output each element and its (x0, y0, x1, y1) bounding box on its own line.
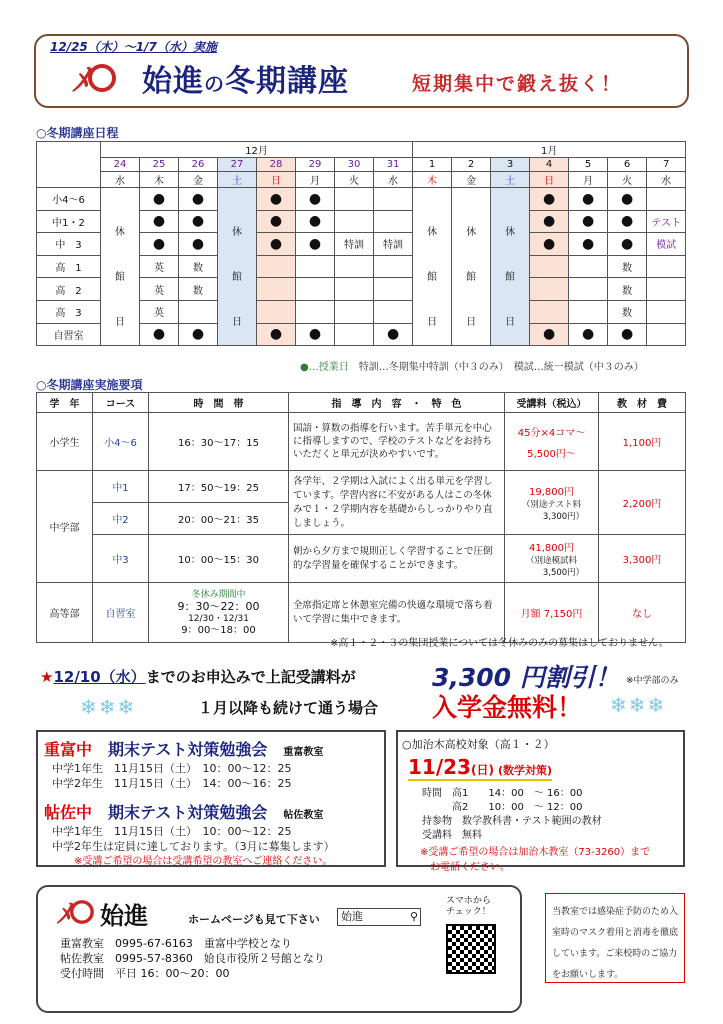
weekday: 木 (413, 172, 452, 188)
discount-scope: ※中学部のみ (626, 676, 679, 686)
details-heading: ○冬期講座実施要項 (36, 378, 143, 392)
row-label: 中 3 (37, 233, 101, 256)
schedule-cell: ● (569, 323, 608, 346)
schedule-cell (374, 300, 413, 323)
schedule-cell (530, 300, 569, 323)
schedule-cell (647, 188, 686, 211)
schedule-cell: ● (179, 233, 218, 256)
svg-text:ﾒ: ﾒ (72, 61, 89, 98)
qr-label: スマホから チェック！ (446, 896, 491, 917)
details-header-row: 学 年 コース 時 間 帯 指 導 内 容 ・ 特 色 受講料（税込） 教 材 費 (37, 393, 686, 413)
schedule-cell: ● (608, 233, 647, 256)
schedule-cell: ● (140, 188, 179, 211)
schedule-cell: 数 (179, 255, 218, 278)
homepage-text: ホームページも見て下さい (188, 913, 320, 926)
row-label: 中1・2 (37, 210, 101, 233)
schedule-cell (296, 300, 335, 323)
snowflake-icon: ❄❄❄ (610, 693, 667, 717)
schedule-table (36, 141, 686, 346)
schedule-cell: ● (569, 233, 608, 256)
month-december: 12月 (101, 142, 413, 158)
day-number: 6 (608, 158, 647, 172)
day-number: 25 (140, 158, 179, 172)
footer-brand: 始進 (100, 902, 148, 930)
row-jh3: 中3 10：00～15：30 朝から夕方まで規則正しく学習することで圧倒的な学習量を確保することができます。 41,800円 （別途模試料 3,500円） 3,300円 (37, 535, 686, 583)
schedule-cell (374, 255, 413, 278)
schedule-cell (179, 300, 218, 323)
schedule-cell: 英 (140, 300, 179, 323)
schedule-cell: ● (257, 188, 296, 211)
schedule-cell: ● (530, 323, 569, 346)
closed-day: 休 館 日 (101, 188, 140, 346)
schedule-cell: ● (257, 210, 296, 233)
day-number: 3 (491, 158, 530, 172)
schedule-cell (257, 300, 296, 323)
qr-code-icon[interactable] (446, 924, 496, 974)
weekday: 火 (608, 172, 647, 188)
closed-day: 休 館 日 (413, 188, 452, 346)
details-table (36, 392, 686, 643)
weekday: 月 (569, 172, 608, 188)
discount-amount: 3,300 円割引！ (432, 663, 620, 692)
search-icon: ⚲ (409, 910, 418, 923)
schedule-cell (569, 300, 608, 323)
weekday: 水 (101, 172, 140, 188)
schedule-cell: ● (296, 323, 335, 346)
day-number: 30 (335, 158, 374, 172)
row-label: 高 3 (37, 300, 101, 323)
schedule-cell (335, 323, 374, 346)
weekday: 水 (374, 172, 413, 188)
day-number: 26 (179, 158, 218, 172)
shigetomi-grade1: 中学1年生 11月15日（土） 10：00～12：25 (52, 762, 292, 775)
schedule-cell (530, 278, 569, 301)
schedule-cell: ● (140, 233, 179, 256)
schedule-cell (335, 188, 374, 211)
schedule-cell: 特訓 (335, 233, 374, 256)
row-label: 高 2 (37, 278, 101, 301)
schedule-cell: 数 (608, 255, 647, 278)
schedule-cell: 模試 (647, 233, 686, 256)
promo-line-2: １月以降も続けて通う場合 (198, 699, 379, 717)
shigetomi-heading: 重富中 期末テスト対策勉強会 重富教室 (44, 740, 324, 759)
weekday: 土 (218, 172, 257, 188)
schedule-cell: ● (569, 188, 608, 211)
chosa-note: ※受講ご希望の場合は受講希望の教室へご連絡ください。 (74, 856, 333, 867)
svg-text:ﾒ: ﾒ (56, 899, 71, 929)
schedule-cell: 数 (179, 278, 218, 301)
schedule-cell: ● (608, 188, 647, 211)
day-number: 28 (257, 158, 296, 172)
day-number: 27 (218, 158, 257, 172)
closed-day: 休 館 日 (491, 188, 530, 346)
schedule-cell: ● (374, 323, 413, 346)
schedule-cell: ● (179, 188, 218, 211)
closed-day: 休 館 日 (218, 188, 257, 346)
schedule-cell: ● (530, 188, 569, 211)
day-number: 1 (413, 158, 452, 172)
shigetomi-grade2: 中学2年生 11月15日（土） 14：00～16：25 (52, 777, 292, 790)
schedule-cell: ● (140, 323, 179, 346)
promo-line-1: ★12/10（水）までのお申込みで上記受講料が (40, 668, 356, 686)
page-title: 始進の冬期講座 (142, 64, 349, 99)
schedule-cell: ● (296, 233, 335, 256)
schedule-heading: ○冬期講座日程 (36, 126, 119, 140)
schedule-cell (647, 300, 686, 323)
row-label: 自習室 (37, 323, 101, 346)
kajiki-note: ※受講ご希望の場合は加治木教室（73-3260）まで お電話ください。 (420, 847, 651, 873)
schedule-cell: ● (140, 210, 179, 233)
schedule-corner (37, 142, 101, 188)
search-box[interactable]: 始進 ⚲ (337, 908, 421, 926)
schedule-cell (296, 278, 335, 301)
day-number: 7 (647, 158, 686, 172)
chosa-heading: 帖佐中 期末テスト対策勉強会 帖佐教室 (44, 803, 324, 822)
schedule-cell: ● (569, 210, 608, 233)
schedule-row (37, 188, 686, 211)
kajiki-info: 時間 高1 14：00 ～ 16：00 高2 10：00 ～ 12：00 持参物 数学教科書・テスト範囲の教材 受講料 無料 (422, 788, 602, 841)
schedule-cell: ● (296, 188, 335, 211)
day-number: 2 (452, 158, 491, 172)
schedule-cell: ● (257, 323, 296, 346)
schedule-cell (335, 210, 374, 233)
course-dates: 12/25（木）～1/7（水）実施 (50, 40, 217, 54)
schedule-cell (374, 210, 413, 233)
schedule-cell: ● (608, 323, 647, 346)
row-highschool: 高等部 自習室 冬休み期間中 9：30～22：00 12/30・12/31 9：00～18：00 全席指定席と休憩室完備の快適な環境で落ち着いて学習に集中できます。 月額 7,150円 なし (37, 583, 686, 643)
brand-logo (72, 58, 118, 98)
schedule-cell: ● (257, 233, 296, 256)
schedule-cell: 数 (608, 278, 647, 301)
schedule-cell: ● (530, 210, 569, 233)
weekday: 日 (257, 172, 296, 188)
schedule-cell (374, 278, 413, 301)
schedule-cell: ● (179, 323, 218, 346)
weekday: 月 (296, 172, 335, 188)
weekday: 木 (140, 172, 179, 188)
row-jh2: 中2 20：00～21：35 (37, 503, 686, 535)
row-label: 高 1 (37, 255, 101, 278)
covid-notice: 当教室では感染症予防のため入室時のマスク着用と消毒を徹底しています。ご来校時のご協力をお願いします。 (545, 893, 685, 983)
weekday: 金 (452, 172, 491, 188)
schedule-cell: 英 (140, 255, 179, 278)
chosa-grade2: 中学2年生は定員に達しております。（3月に募集します） (52, 840, 335, 853)
chosa-grade1: 中学1年生 11月15日（土） 10：00～12：25 (52, 825, 292, 838)
month-january: 1月 (413, 142, 686, 158)
row-jh1: 中学部 中1 17：50～19：25 各学年、２学期は入試によく出る単元を学習しています。学習内容に不安がある人はこの冬休みで１・２学期内容を基礎からしっかりやり直しましょう。 19,800円 （別途テスト料 3,300円） 2,200円 (37, 471, 686, 503)
schedule-cell: ● (530, 233, 569, 256)
schedule-cell (374, 188, 413, 211)
contact-info: 重富教室 0995-67-6163 重富中学校となり 帖佐教室 0995-57-8360 姶良市役所２号館となり 受付時間 平日 16：00～20：00 (60, 937, 325, 980)
schedule-legend: ●…授業日 特訓…冬期集中特訓（中３のみ） 模試…統一模試（中３のみ） (300, 362, 644, 373)
schedule-cell (257, 255, 296, 278)
schedule-cell (335, 300, 374, 323)
schedule-cell (647, 255, 686, 278)
snowflake-icon: ❄❄❄ (80, 695, 137, 719)
schedule-cell (335, 278, 374, 301)
schedule-cell (296, 255, 335, 278)
schedule-cell (647, 278, 686, 301)
day-number: 29 (296, 158, 335, 172)
footer-logo (56, 895, 96, 929)
weekday: 金 (179, 172, 218, 188)
weekday: 火 (335, 172, 374, 188)
schedule-cell: ● (296, 210, 335, 233)
details-note: ※高１・２・３の集団授業については冬休みのみの募集はしておりません。 (330, 638, 669, 649)
schedule-cell: ● (179, 210, 218, 233)
schedule-cell (335, 255, 374, 278)
schedule-cell: ● (608, 210, 647, 233)
weekday: 土 (491, 172, 530, 188)
row-elementary: 小学生 小4～6 16：30～17：15 国語・算数の指導を行います。苦手単元を中心に指導しますので、学校のテストなどをお持ちいただくと単元が決めやすいです。 45分×4コマ～ 5,500円～ 1,100円 (37, 413, 686, 471)
schedule-cell (569, 278, 608, 301)
schedule-cell: 数 (608, 300, 647, 323)
schedule-cell (569, 255, 608, 278)
row-label: 小4～6 (37, 188, 101, 211)
kajiki-date: 11/23(日) (数学対策) (408, 755, 553, 779)
schedule-cell: 特訓 (374, 233, 413, 256)
schedule-cell (530, 255, 569, 278)
tagline: 短期集中で鍛え抜く！ (412, 73, 623, 95)
schedule-cell (647, 323, 686, 346)
day-number: 24 (101, 158, 140, 172)
schedule-cell: テスト (647, 210, 686, 233)
day-number: 5 (569, 158, 608, 172)
schedule-cell (257, 278, 296, 301)
enrollment-free: 入学金無料！ (432, 693, 583, 722)
day-number: 4 (530, 158, 569, 172)
weekday: 日 (530, 172, 569, 188)
schedule-cell: 英 (140, 278, 179, 301)
weekday: 水 (647, 172, 686, 188)
closed-day: 休 館 日 (452, 188, 491, 346)
kajiki-title: ○加治木高校対象（高１・２） (402, 738, 555, 751)
day-number: 31 (374, 158, 413, 172)
